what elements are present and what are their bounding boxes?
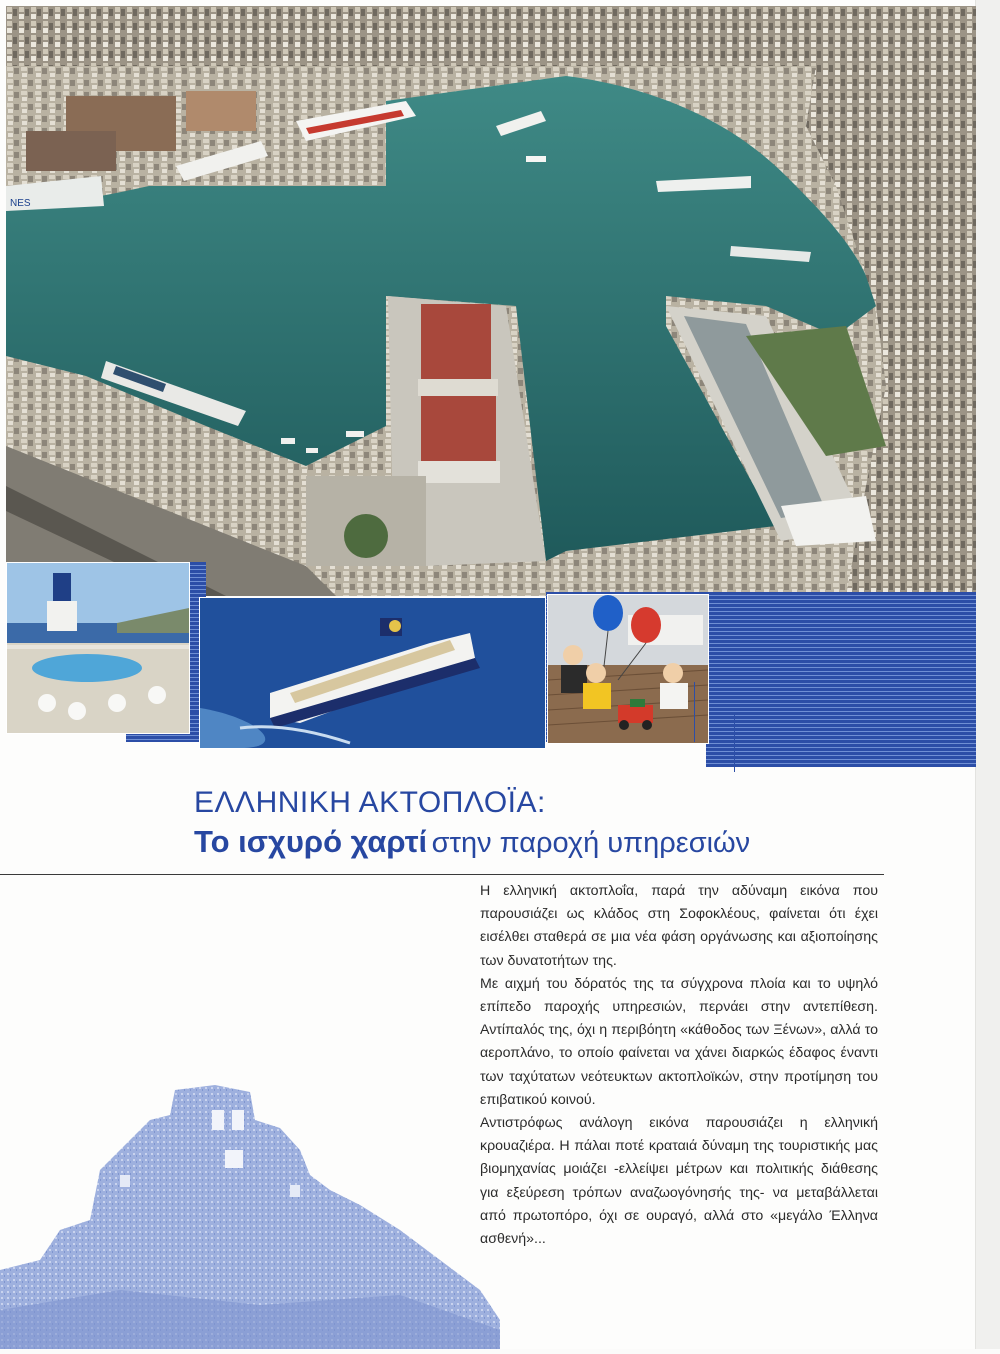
stripe-band-right <box>706 592 976 767</box>
article-kicker: ΕΛΛΗΝΙΚΗ ΑΚΤΟΠΛΟΪΑ: <box>194 786 546 819</box>
harbor-aerial-photo <box>6 6 976 596</box>
children-balloons-photo <box>547 594 709 744</box>
page-edge <box>975 0 1000 1349</box>
article-title-bold: Το ισχυρό χαρτί <box>194 824 428 859</box>
article-paragraph: Η ελληνική ακτοπλοΐα, παρά την αδύναμη εικόνα που παρουσιάζει ως κλάδος στη Σοφοκλέους, φαίνεται ότι έχει εισέλθει σταθερά σε μια νέα φάση οργάνωσης και αξιοποίησης των δυνατοτήτων της. <box>480 883 878 969</box>
cruise-ship-photo <box>199 597 546 749</box>
article-heading <box>190 786 890 868</box>
accent-rule <box>694 682 695 742</box>
title-underline <box>0 874 884 875</box>
accent-rule <box>734 712 735 772</box>
article-paragraph: Αντιστρόφως ανάλογη εικόνα παρουσιάζει η ελληνική κρουαζιέρα. Η πάλαι ποτέ κραταιά δύναμη της τουριστικής μας βιομηχανίας μοιάζει -ελλείψει μέτρων και πολιτικής διάθεσης για εξεύρεση τρόπων αναζωογόνησής της- να μεταβάλλεται από πρωτοπόρο, όχι σε ουραγό, αλλά στο «μεγάλο Έλληνα ασθενή»... <box>480 1115 878 1248</box>
cruise-deck-photo <box>6 562 190 734</box>
article-paragraph: Με αιχμή του δόρατός της τα σύγχρονα πλοία και το υψηλό επίπεδο παροχής υπηρεσιών, περνάει στην αντεπίθεση. Αντίπαλός της, όχι η περιβόητη «κάθοδος των Ξένων», αλλά το αεροπλάνο, το οποίο φαίνεται να χάνει διαρκώς έδαφος έναντι των ταχύτατων νεότευκτων ακτοπλοϊκών, στην προτίμηση του επιβατικού κοινού. <box>480 975 878 1108</box>
article-title <box>194 822 890 868</box>
ship-hull-text: NES <box>10 198 31 209</box>
castle-illustration <box>0 1080 500 1349</box>
article-body <box>480 880 878 1251</box>
article-title-rest: στην παροχή υπηρεσιών <box>431 827 751 859</box>
photo-strip <box>6 562 976 777</box>
